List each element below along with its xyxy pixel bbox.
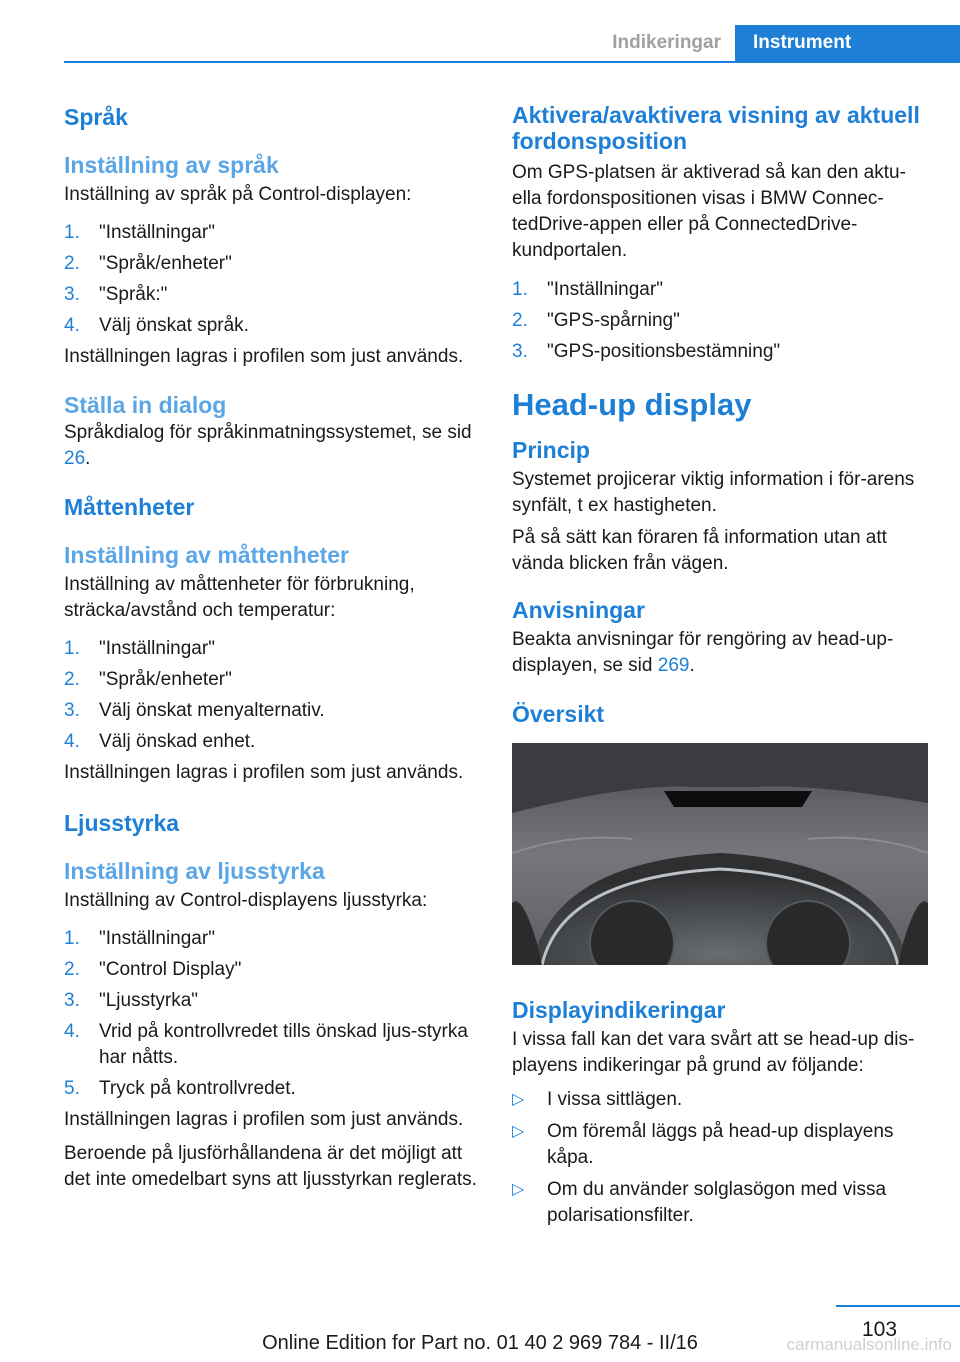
matt-intro: Inställning av måttenheter för förbrukning, sträcka/avstånd och temperatur: bbox=[64, 574, 415, 621]
page-link-269[interactable]: 269 bbox=[657, 655, 690, 676]
left-column bbox=[64, 100, 484, 1193]
disp-items bbox=[512, 1087, 932, 1229]
subsection-title-ljusstyrka: Inställning av ljusstyrka bbox=[64, 858, 325, 884]
section-title-displayindikeringar: Displayindikeringar bbox=[512, 997, 726, 1023]
section-title-gps: Aktivera/avaktivera visning av aktuell fordonsposition bbox=[512, 102, 920, 154]
section-title-oversikt: Översikt bbox=[512, 701, 605, 727]
list-item: 3. "Ljusstyrka" bbox=[64, 990, 199, 1011]
hud-photo bbox=[512, 743, 928, 965]
watermark: carmanualsonline.info bbox=[786, 1335, 952, 1354]
tab-instrument[interactable]: Instrument bbox=[735, 25, 960, 63]
edition-footer: Online Edition for Part no. 01 40 2 969 784 - II/16 bbox=[262, 1332, 698, 1354]
sprak-outro: Inställningen lagras i profilen som just används. bbox=[64, 346, 464, 367]
list-item: 2. "Språk/enheter" bbox=[64, 253, 232, 274]
ljus-note: Beroende på ljusförhållandena är det möjligt att det inte omedelbart syns att ljusstyrkan reglerats. bbox=[64, 1143, 477, 1190]
list-item: ▷ Om du använder solglasögon med vissa polarisationsfilter. bbox=[512, 1179, 887, 1226]
gps-intro: Om GPS-platsen är aktiverad så kan den aktu‐ella fordonspositionen visas i BMW Connec‐tedDrive-appen eller på ConnectedDrive-kundportalen. bbox=[512, 162, 906, 261]
list-item: 1. "Inställningar" bbox=[64, 638, 215, 659]
ljus-steps bbox=[64, 926, 484, 1102]
list-item: 5. Tryck på kontrollvredet. bbox=[64, 1078, 296, 1099]
ljus-outro: Inställningen lagras i profilen som just används. bbox=[64, 1109, 464, 1130]
triangle-bullet-icon: ▷ bbox=[512, 1091, 525, 1108]
matt-outro: Inställningen lagras i profilen som just används. bbox=[64, 762, 464, 783]
section-title-ljusstyrka: Ljusstyrka bbox=[64, 810, 180, 836]
footer-rule bbox=[836, 1305, 960, 1307]
list-item: 4. Välj önskat språk. bbox=[64, 315, 249, 336]
list-item: ▷ I vissa sittlägen. bbox=[512, 1087, 932, 1113]
list-item: 2. "Control Display" bbox=[64, 959, 242, 980]
list-item: 2. "GPS-spårning" bbox=[512, 310, 680, 331]
sprak-steps bbox=[64, 220, 484, 339]
tab-indikeringar[interactable]: Indikeringar bbox=[612, 32, 721, 53]
list-item: ▷ Om föremål läggs på head-up displayens kåpa. bbox=[512, 1121, 894, 1168]
subsection-title-dialog: Ställa in dialog bbox=[64, 392, 227, 418]
subsection-title-mattenheter: Inställning av måttenheter bbox=[64, 542, 350, 568]
list-item: 1. "Inställningar" bbox=[64, 222, 215, 243]
chapter-title-hud: Head-up display bbox=[512, 387, 752, 422]
list-item: 2. "Språk/enheter" bbox=[64, 669, 232, 690]
triangle-bullet-icon: ▷ bbox=[512, 1123, 525, 1140]
dialog-text: Språkdialog för språkinmatningssystemet, se sid 26. bbox=[64, 422, 472, 469]
anvisningar-text: Beakta anvisningar för rengöring av head-up-displayen, se sid 269. bbox=[512, 629, 894, 676]
hud-projector bbox=[664, 791, 812, 807]
page-link-26[interactable]: 26 bbox=[64, 448, 86, 469]
disp-intro: I vissa fall kan det vara svårt att se head-up dis‐playens indikeringar på grund av följande: bbox=[512, 1029, 915, 1076]
section-title-anvisningar: Anvisningar bbox=[512, 597, 645, 623]
gps-steps bbox=[512, 277, 932, 365]
list-item: 1. "Inställningar" bbox=[512, 279, 663, 300]
list-item: 4. Vrid på kontrollvredet tills önskad ljus‐styrka har nåtts. bbox=[64, 1021, 468, 1068]
princip-p1: Systemet projicerar viktig information i för‐arens synfält, t ex hastigheten. bbox=[512, 469, 915, 516]
subsection-title-sprak: Inställning av språk bbox=[64, 152, 279, 178]
section-title-mattenheter: Måttenheter bbox=[64, 494, 195, 520]
triangle-bullet-icon: ▷ bbox=[512, 1181, 525, 1198]
list-item: 3. Välj önskat menyalternativ. bbox=[64, 700, 325, 721]
right-column bbox=[512, 100, 932, 1235]
section-title-sprak: Språk bbox=[64, 104, 128, 130]
page-number: 103 bbox=[862, 1318, 898, 1341]
list-item: 3. "GPS-positionsbestämning" bbox=[512, 341, 781, 362]
sprak-intro: Inställning av språk på Control-displayen: bbox=[64, 184, 412, 205]
ljus-intro: Inställning av Control-displayens ljusstyrka: bbox=[64, 890, 428, 911]
list-item: 4. Välj önskad enhet. bbox=[64, 731, 256, 752]
matt-steps bbox=[64, 636, 484, 755]
princip-p2: På så sätt kan föraren få information utan att vända blicken från vägen. bbox=[512, 527, 887, 574]
list-item: 1. "Inställningar" bbox=[64, 928, 215, 949]
list-item: 3. "Språk:" bbox=[64, 284, 168, 305]
section-title-princip: Princip bbox=[512, 437, 590, 463]
